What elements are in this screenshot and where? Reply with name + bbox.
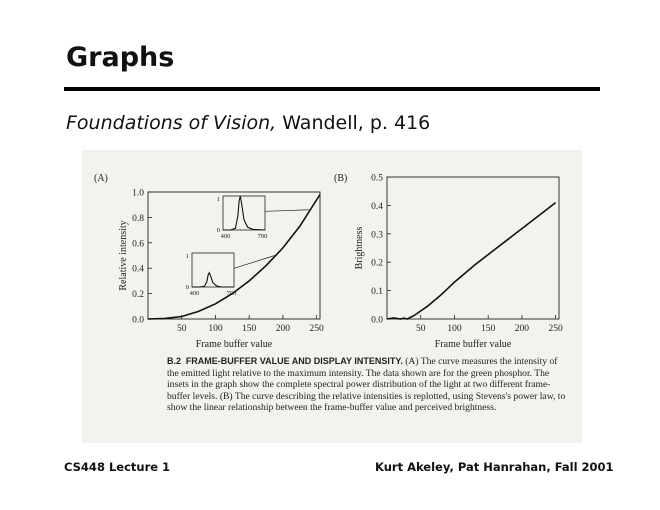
inset-y-tick-label-bottom-1: 0 <box>185 284 189 291</box>
y-tick-label-1-1: 0.1 <box>371 287 383 298</box>
inset-x-tick-label-1-0: 400 <box>189 290 200 297</box>
y-tick-label-0-2: 0.4 <box>132 264 144 275</box>
slide-title: Graphs <box>66 42 175 73</box>
y-tick-label-0-1: 0.2 <box>132 290 144 301</box>
subtitle-book-title: Foundations of Vision, <box>66 112 277 134</box>
figure-caption <box>167 356 567 414</box>
y-tick-label-0-3: 0.6 <box>132 239 144 250</box>
x-tick-label-0-3: 200 <box>275 324 291 334</box>
inset-x-tick-label-1-1: 700 <box>226 290 237 297</box>
x-tick-label-1-0: 50 <box>415 324 426 334</box>
plot-frame-1 <box>387 177 559 319</box>
caption-heading: FRAME-BUFFER VALUE AND DISPLAY INTENSITY. <box>185 356 403 366</box>
y-tick-label-1-3: 0.3 <box>371 230 383 241</box>
y-tick-label-1-2: 0.2 <box>371 258 383 269</box>
panel-label-1: (B) <box>334 173 348 184</box>
x-tick-label-1-4: 250 <box>548 324 563 334</box>
x-tick-label-1-2: 150 <box>481 324 496 334</box>
inset-y-tick-label-top-1: 1 <box>185 253 189 260</box>
caption-figure-number: B.2 <box>167 356 182 366</box>
subtitle-author-page: Wandell, p. 416 <box>276 112 431 134</box>
y-tick-label-1-4: 0.4 <box>371 201 383 212</box>
x-axis-label-0: Frame buffer value <box>195 339 273 350</box>
y-tick-label-0-0: 0.0 <box>132 315 144 326</box>
caption-body: (A) The curve measures the intensity of the emitted light relative to the maximum intensity. The data shown are for the green phosphor. The insets in the graph show the complete spectral power distribution of the light at two different frame-buffer levels. (B) The curve describing the relative intensities is replotted, using Stevens's power law, to show the linear relationship between the frame-buffer value and perceived brightness. <box>167 356 566 414</box>
y-axis-label-0: Relative intensity <box>118 220 129 291</box>
panel-label-0: (A) <box>94 173 108 184</box>
y-tick-label-0-5: 1.0 <box>132 188 144 199</box>
x-tick-label-0-0: 50 <box>176 324 187 334</box>
inset-leader-line-0 <box>265 210 310 212</box>
x-tick-label-0-1: 100 <box>208 324 223 334</box>
y-tick-label-1-5: 0.5 <box>371 173 383 184</box>
series-line-1 <box>387 203 556 319</box>
y-tick-label-1-0: 0.0 <box>371 315 383 326</box>
figure-scan <box>82 150 582 443</box>
inset-y-tick-label-bottom-0: 0 <box>216 227 220 234</box>
x-tick-label-1-1: 100 <box>447 324 462 334</box>
x-tick-label-0-4: 250 <box>309 324 324 334</box>
x-tick-label-0-2: 150 <box>242 324 257 334</box>
inset-x-tick-label-0-0: 400 <box>220 233 231 240</box>
inset-x-tick-label-0-1: 700 <box>257 233 268 240</box>
footer-course: CS448 Lecture 1 <box>64 460 171 474</box>
y-axis-label-1: Brightness <box>354 226 365 270</box>
title-rule <box>64 87 600 91</box>
x-axis-label-1: Frame buffer value <box>434 339 512 350</box>
inset-y-tick-label-top-0: 1 <box>216 196 220 203</box>
subtitle <box>66 112 430 134</box>
y-tick-label-0-4: 0.8 <box>132 213 144 224</box>
footer-authors: Kurt Akeley, Pat Hanrahan, Fall 2001 <box>375 460 614 474</box>
inset-frame-0 <box>223 196 265 230</box>
x-tick-label-1-3: 200 <box>514 324 530 334</box>
